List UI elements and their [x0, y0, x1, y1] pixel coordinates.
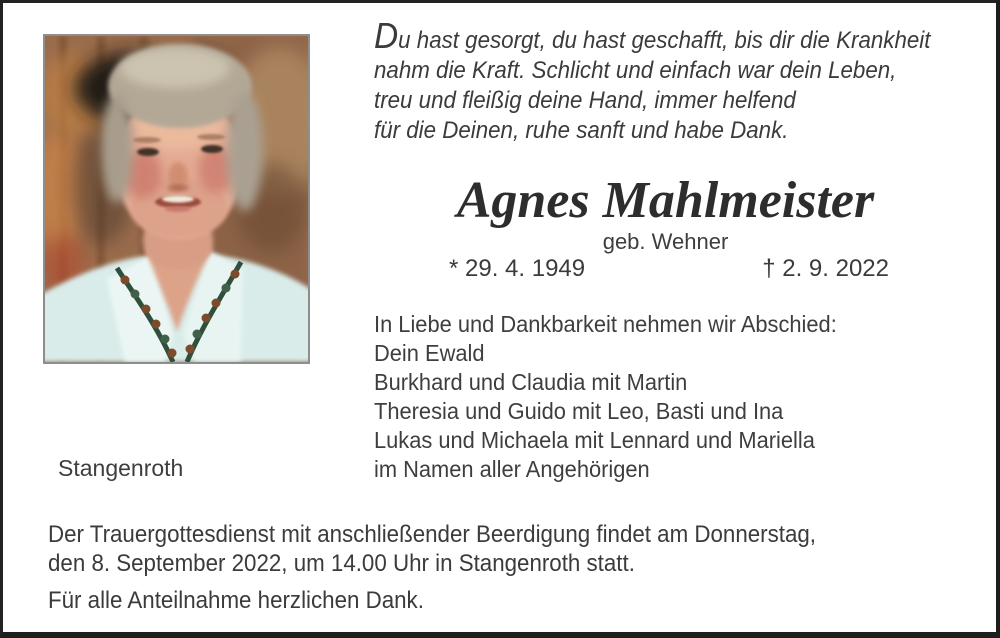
family-member: Burkhard und Claudia mit Martin — [374, 369, 688, 395]
death-date: † 2. 9. 2022 — [762, 255, 889, 282]
farewell-closing: im Namen aller Angehörigen — [374, 456, 650, 482]
birth-date: * 29. 4. 1949 — [449, 255, 586, 282]
life-dates — [449, 255, 889, 283]
deceased-name: Agnes Mahlmeister — [456, 172, 875, 229]
verse-line: Du hast gesorgt, du hast geschafft, bis dir die Krankheit — [374, 15, 931, 56]
farewell-intro: In Liebe und Dankbarkeit nehmen wir Abschied: — [374, 311, 837, 337]
family-member: Lukas und Michaela mit Lennard und Mariella — [374, 427, 815, 453]
service-line: den 8. September 2022, um 14.00 Uhr in Stangenroth statt. — [48, 550, 635, 577]
portrait-illustration — [45, 36, 308, 362]
verse-line: treu und fleißig deine Hand, immer helfend — [374, 87, 796, 114]
family-member: Dein Ewald — [374, 340, 485, 366]
verse-line: nahm die Kraft. Schlicht und einfach war dein Leben, — [374, 57, 897, 84]
place-name: Stangenroth — [58, 455, 184, 481]
memorial-verse — [374, 15, 931, 146]
portrait-photo — [43, 34, 310, 364]
service-line: Der Trauergottesdienst mit anschließender Beerdigung findet am Donnerstag, — [48, 521, 816, 548]
thanks-note: Für alle Anteilnahme herzlichen Dank. — [48, 587, 424, 614]
service-info — [48, 520, 816, 578]
family-member: Theresia und Guido mit Leo, Basti und Ina — [374, 398, 784, 424]
farewell-list — [374, 310, 837, 484]
verse-line: für die Deinen, ruhe sanft und habe Dank. — [374, 117, 789, 144]
maiden-name: geb. Wehner — [602, 229, 729, 254]
